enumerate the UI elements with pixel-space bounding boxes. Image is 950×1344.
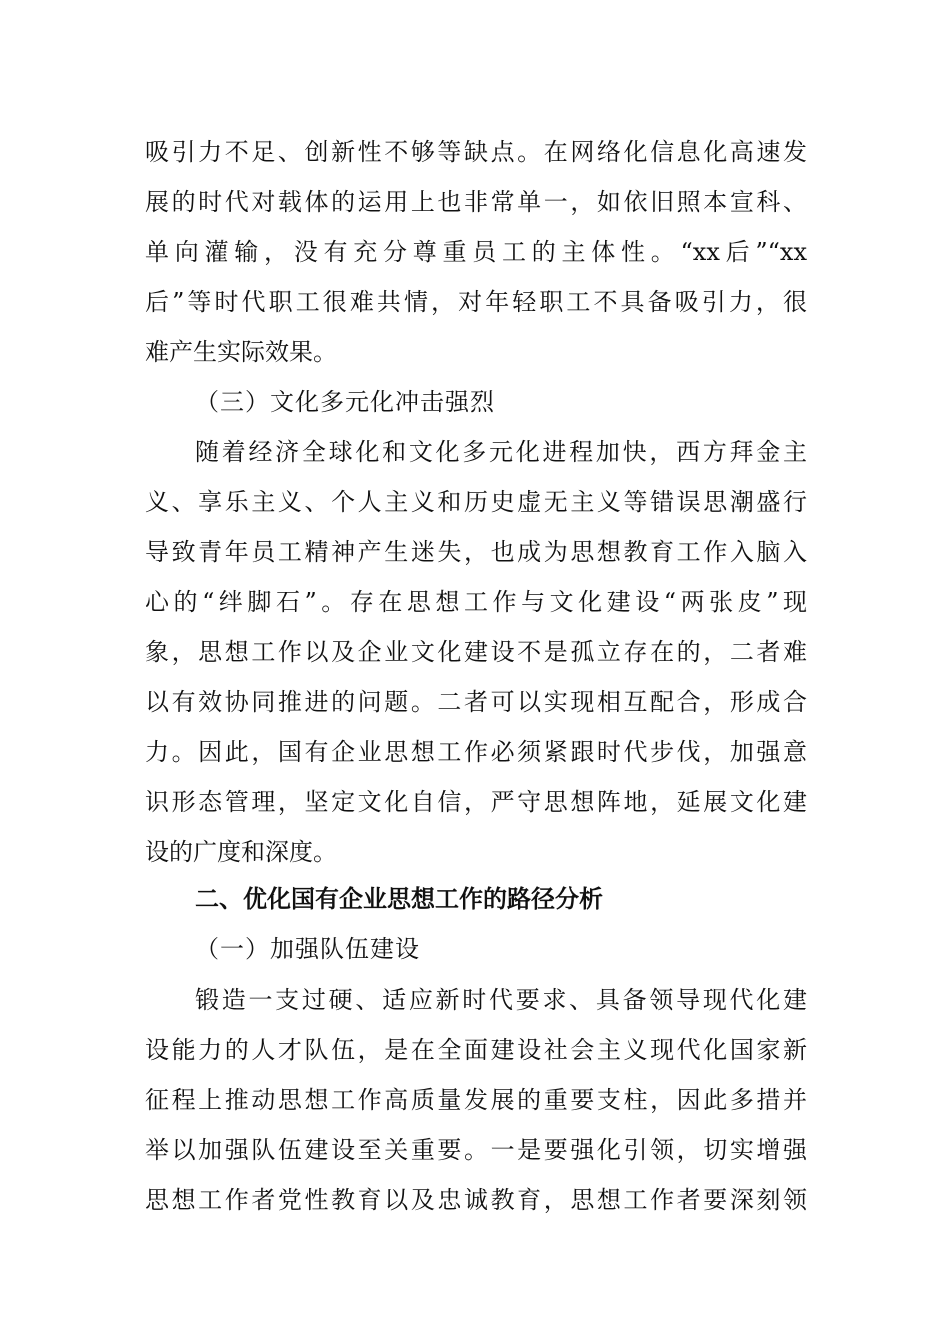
paragraph-3-line-2: 设能力的人才队伍，是在全面建设社会主义现代化国家新 (145, 1036, 807, 1064)
chapter-heading: 二、优化国有企业思想工作的路径分析 (195, 885, 603, 913)
paragraph-1-line-2: 展的时代对载体的运用上也非常单一，如依旧照本宣科、 (145, 188, 807, 216)
paragraph-2-line-3: 导致青年员工精神产生迷失，也成为思想教育工作入脑入 (145, 538, 807, 566)
paragraph-2-line-7: 力。因此，国有企业思想工作必须紧跟时代步伐，加强意 (145, 738, 807, 766)
paragraph-2-line-1: 随着经济全球化和文化多元化进程加快，西方拜金主 (195, 438, 807, 466)
paragraph-1-line-3: 单向灌输，没有充分尊重员工的主体性。“xx后”“xx (145, 238, 807, 266)
paragraph-3-line-5: 思想工作者党性教育以及忠诚教育，思想工作者要深刻领 (145, 1186, 807, 1214)
paragraph-1-line-1: 吸引力不足、创新性不够等缺点。在网络化信息化高速发 (145, 138, 807, 166)
paragraph-2-line-2: 义、享乐主义、个人主义和历史虚无主义等错误思潮盛行 (145, 488, 807, 516)
section-heading-1: （一）加强队伍建设 (195, 935, 420, 963)
paragraph-2-line-5: 象，思想工作以及企业文化建设不是孤立存在的，二者难 (145, 638, 807, 666)
paragraph-3-line-3: 征程上推动思想工作高质量发展的重要支柱，因此多措并 (145, 1086, 807, 1114)
paragraph-3-line-4: 举以加强队伍建设至关重要。一是要强化引领，切实增强 (145, 1136, 807, 1164)
paragraph-2-line-6: 以有效协同推进的问题。二者可以实现相互配合，形成合 (145, 688, 807, 716)
paragraph-2-line-4: 心的“绊脚石”。存在思想工作与文化建设“两张皮”现 (145, 588, 807, 616)
paragraph-1-line-5: 难产生实际效果。 (145, 338, 337, 366)
paragraph-3-line-1: 锻造一支过硬、适应新时代要求、具备领导现代化建 (195, 986, 807, 1014)
paragraph-2-line-9: 设的广度和深度。 (145, 838, 337, 866)
section-heading-3: （三）文化多元化冲击强烈 (195, 388, 495, 416)
paragraph-2-line-8: 识形态管理，坚定文化自信，严守思想阵地，延展文化建 (145, 788, 807, 816)
paragraph-1-line-4: 后”等时代职工很难共情，对年轻职工不具备吸引力，很 (145, 288, 807, 316)
